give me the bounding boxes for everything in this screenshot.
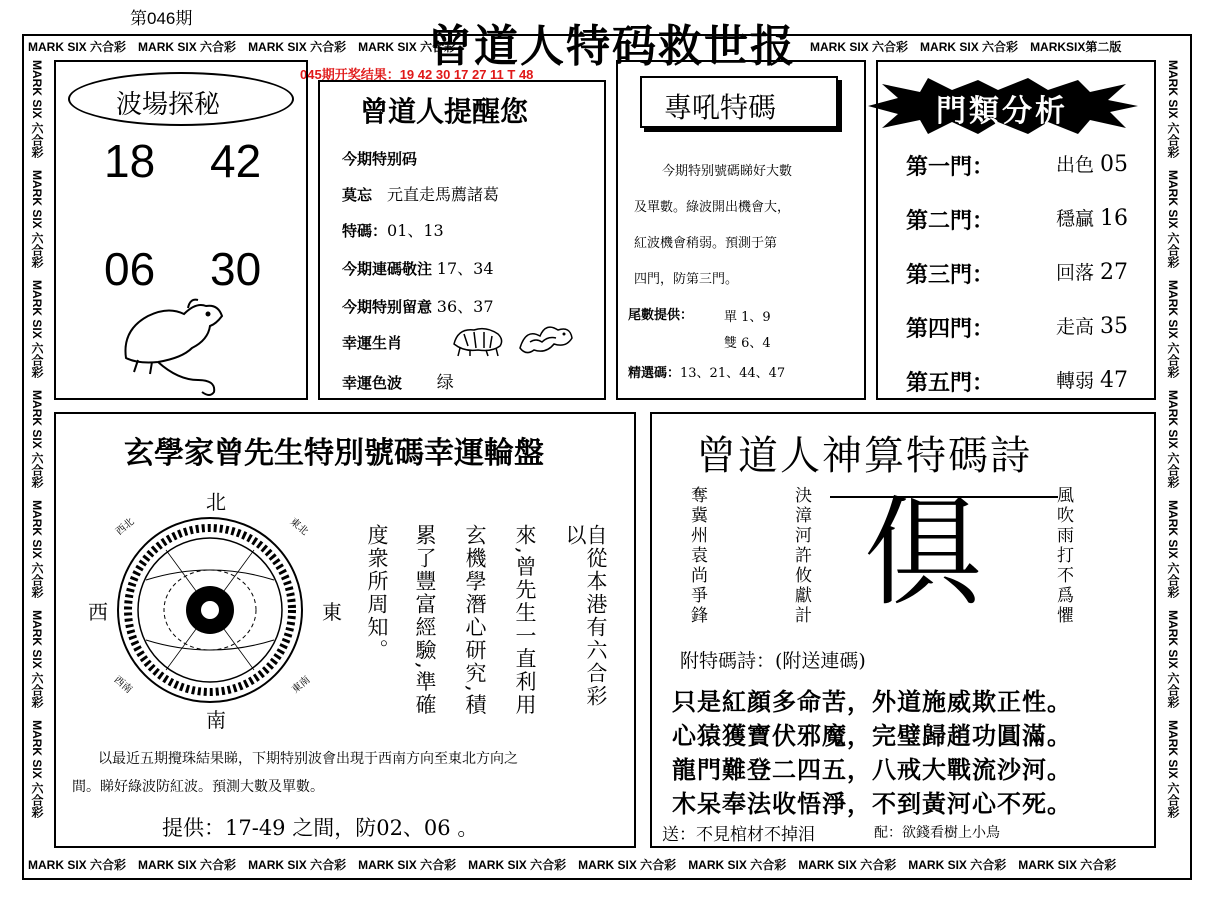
left-strip: MARK SIX 六合彩 MARK SIX 六合彩 MARK SIX 六合彩 MARK SIX 六合彩 MARK SIX 六合彩 MARK SIX 六合彩 MARK SIX 六合彩 [30,60,44,819]
box5-note-2: 間。睇好綠波防紅波。預測大數及單數。 [72,779,324,795]
box6-title: 曾道人神算特碼詩 [696,433,1032,479]
poem-line-3: 龍門難登二四五，八戒大戰流沙河。 [672,755,1072,784]
box-reminder [318,80,606,400]
box3-select: 精選碼：13、21、44、47 [628,366,786,381]
poem-line-4: 木呆奉法收悟淨，不到黃河心不死。 [672,789,1072,818]
results-banner: 045期开奖结果：19 42 30 17 27 11 T 48 [300,67,534,82]
box2-row-7: 幸運色波 绿 [342,373,454,393]
box2-row-3: 特碼：01、13 [342,221,444,240]
tiger-icon [450,318,506,358]
door-row-4: 第四門： 走高 35 [906,314,1129,342]
compass-east: 東 [322,600,342,624]
box5-provide: 提供：17-49 之間，防02、06 。 [162,816,479,840]
box3-body-2: 及單數。綠波開出機會大， [634,200,791,215]
box5-col-2: 來,曾先生一直利用 [513,524,537,717]
top-strip-right: MARK SIX 六合彩 MARK SIX 六合彩 MARKSIX第二版 [810,40,1122,54]
box-door-analysis [876,60,1156,400]
box2-row-5: 今期特别留意 36、37 [342,297,494,316]
box3-body-4: 四門，防第三門。 [634,272,739,287]
door-row-3: 第三門： 回落 27 [906,260,1129,288]
box3-title: 專吼特碼 [664,91,777,124]
compass-west: 西 [88,600,108,624]
compass-se: 東南 [290,674,313,696]
box3-body-1: 今期特别號碼睇好大數 [662,164,793,179]
box-wave-secret [54,60,308,400]
box5-title: 玄學家曾先生特別號碼幸運輪盤 [124,436,544,471]
box2-row-6: 幸運生肖 [342,334,403,352]
box1-number-4: 30 [210,243,262,295]
box6-big-char: 俱 [864,484,983,622]
box1-title: 波場探秘 [116,90,221,120]
rat-icon [118,280,228,400]
box6-vcol-2: 決漳河許攸獻計 [791,486,811,626]
door-row-1: 第一門： 出色 05 [906,152,1129,180]
box6-vcol-1: 奪冀州袁尚爭鋒 [687,486,707,626]
compass-ne: 東北 [287,516,310,538]
box2-row-4: 今期連碼敬注 17、34 [342,259,494,278]
box2-row-1: 今期特别码 [342,150,418,168]
bottom-strip: MARK SIX 六合彩 MARK SIX 六合彩 MARK SIX 六合彩 MARK SIX 六合彩 MARK SIX 六合彩 MARK SIX 六合彩 MARK SIX 六合彩 MARK SIX 六合彩 MARK SIX 六合彩 MARK SIX 六合彩 [28,858,1117,872]
box-poem [650,412,1156,848]
right-strip: MARK SIX 六合彩 MARK SIX 六合彩 MARK SIX 六合彩 MARK SIX 六合彩 MARK SIX 六合彩 MARK SIX 六合彩 MARK SIX 六合彩 [1166,60,1180,819]
box5-col-3: 玄機學潛心研究,積 [463,524,487,717]
strip-text: MARK SIX 六合彩 [28,40,127,54]
poem-line-1: 只是紅顔多命苦，外道施威欺正性。 [672,687,1072,716]
poem-line-2: 心猿獲寶伏邪魔，完璧歸趙功圓滿。 [672,721,1072,750]
page-title: 曾道人特码救世报 [428,21,796,72]
box-lucky-wheel [54,412,636,848]
box5-note-1: 以最近五期攪珠結果睇，下期特别波會出現于西南方向至東北方向之 [98,751,518,767]
compass-nw: 西北 [114,516,137,538]
box1-number-1: 18 [104,135,156,187]
box5-col-5: 度衆所周知。 [365,524,389,662]
box3-body-3: 紅波機會稍弱。預測于第 [634,236,778,251]
box1-number-3: 06 [104,243,156,295]
box4-title: 門類分析 [936,94,1068,129]
compass-south: 南 [206,708,226,732]
top-strip-left: MARK SIX 六合彩 MARK SIX 六合彩 MARK SIX 六合彩 MARK SIX 六合彩 [28,40,457,54]
box5-col-4: 累了豐富經驗,準確 [413,524,437,717]
box3-tail-double: 雙 6、4 [724,336,771,351]
box2-row-2: 莫忘 元直走馬薦諸葛 [342,185,500,204]
compass-north: 北 [206,490,226,514]
box3-tail-label: 尾數提供： [628,308,694,323]
box1-number-2: 42 [210,135,262,187]
compass-sw: 西南 [111,674,134,696]
compass-wheel [106,510,316,710]
box6-vcol-3: 風吹雨打不爲懼 [1053,486,1073,626]
box6-send: 送：不見棺材不掉泪 [662,825,815,845]
box-special-code [616,60,866,400]
box3-tail-single: 單 1、9 [724,310,771,325]
box2-title: 曾道人提醒您 [360,95,529,128]
box5-col-1: 自從本港有六合彩以 [563,524,608,708]
door-row-2: 第二門： 穩贏 16 [906,206,1129,234]
box6-poem-label: 附特碼詩：(附送連碼) [680,650,866,672]
door-row-5: 第五門： 轉弱 47 [906,368,1129,396]
box6-pair: 配：欲錢看樹上小鳥 [874,825,1000,841]
dragon-icon [516,318,576,358]
issue-number: 第046期 [130,9,193,28]
